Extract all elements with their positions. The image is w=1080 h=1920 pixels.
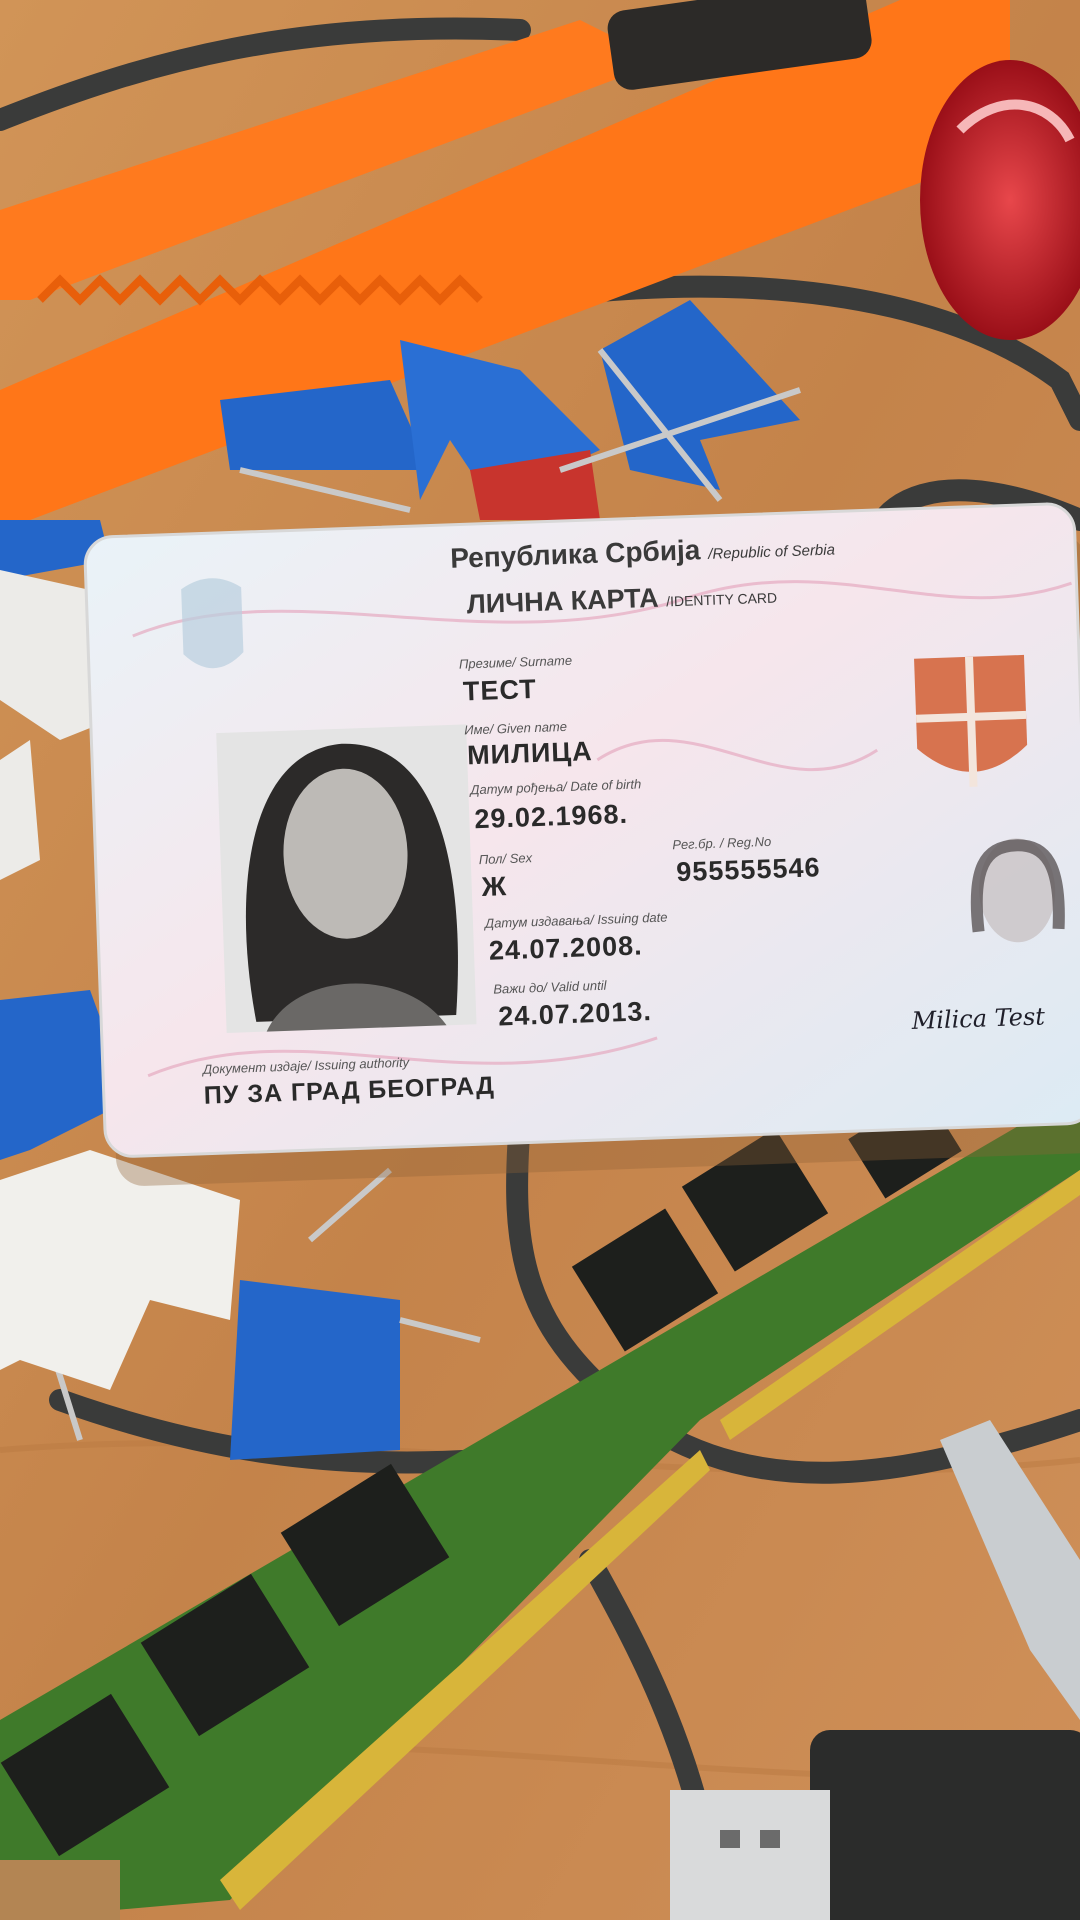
card-title-en: /IDENTITY CARD [665, 589, 778, 610]
dob-label: Датум рођења/ Date of birth [470, 776, 642, 798]
issue-date-value: 24.07.2008. [488, 930, 644, 966]
header-country-cyr: Република Србија [449, 534, 701, 574]
given-name-label: Име/ Given name [463, 718, 568, 738]
issue-date-label: Датум издавања/ Issuing date [484, 909, 668, 931]
reg-number-value: 955555546 [675, 852, 821, 888]
valid-until-label: Важи до/ Valid until [493, 977, 607, 997]
sex-value: Ж [481, 871, 508, 902]
header-country [450, 529, 836, 574]
authority-value: ПУ ЗА ГРАД БЕОГРАД [203, 1071, 496, 1110]
card-title [466, 579, 777, 621]
authority-label: Документ издаје/ Issuing authority [202, 1054, 410, 1077]
surname-label: Презиме/ Surname [458, 652, 573, 672]
given-name-value: МИЛИЦА [466, 736, 594, 771]
card-title-cyr: ЛИЧНА КАРТА [466, 582, 660, 620]
valid-until-value: 24.07.2013. [497, 996, 653, 1032]
sex-label: Пол/ Sex [478, 850, 533, 868]
dob-value: 29.02.1968. [473, 798, 629, 835]
surname-value: ТЕСТ [462, 673, 538, 707]
header-country-en: /Republic of Serbia [707, 541, 836, 563]
holder-signature: Milica Test [911, 1002, 1046, 1036]
reg-number-label: Рег.бр. / Reg.No [672, 833, 772, 853]
